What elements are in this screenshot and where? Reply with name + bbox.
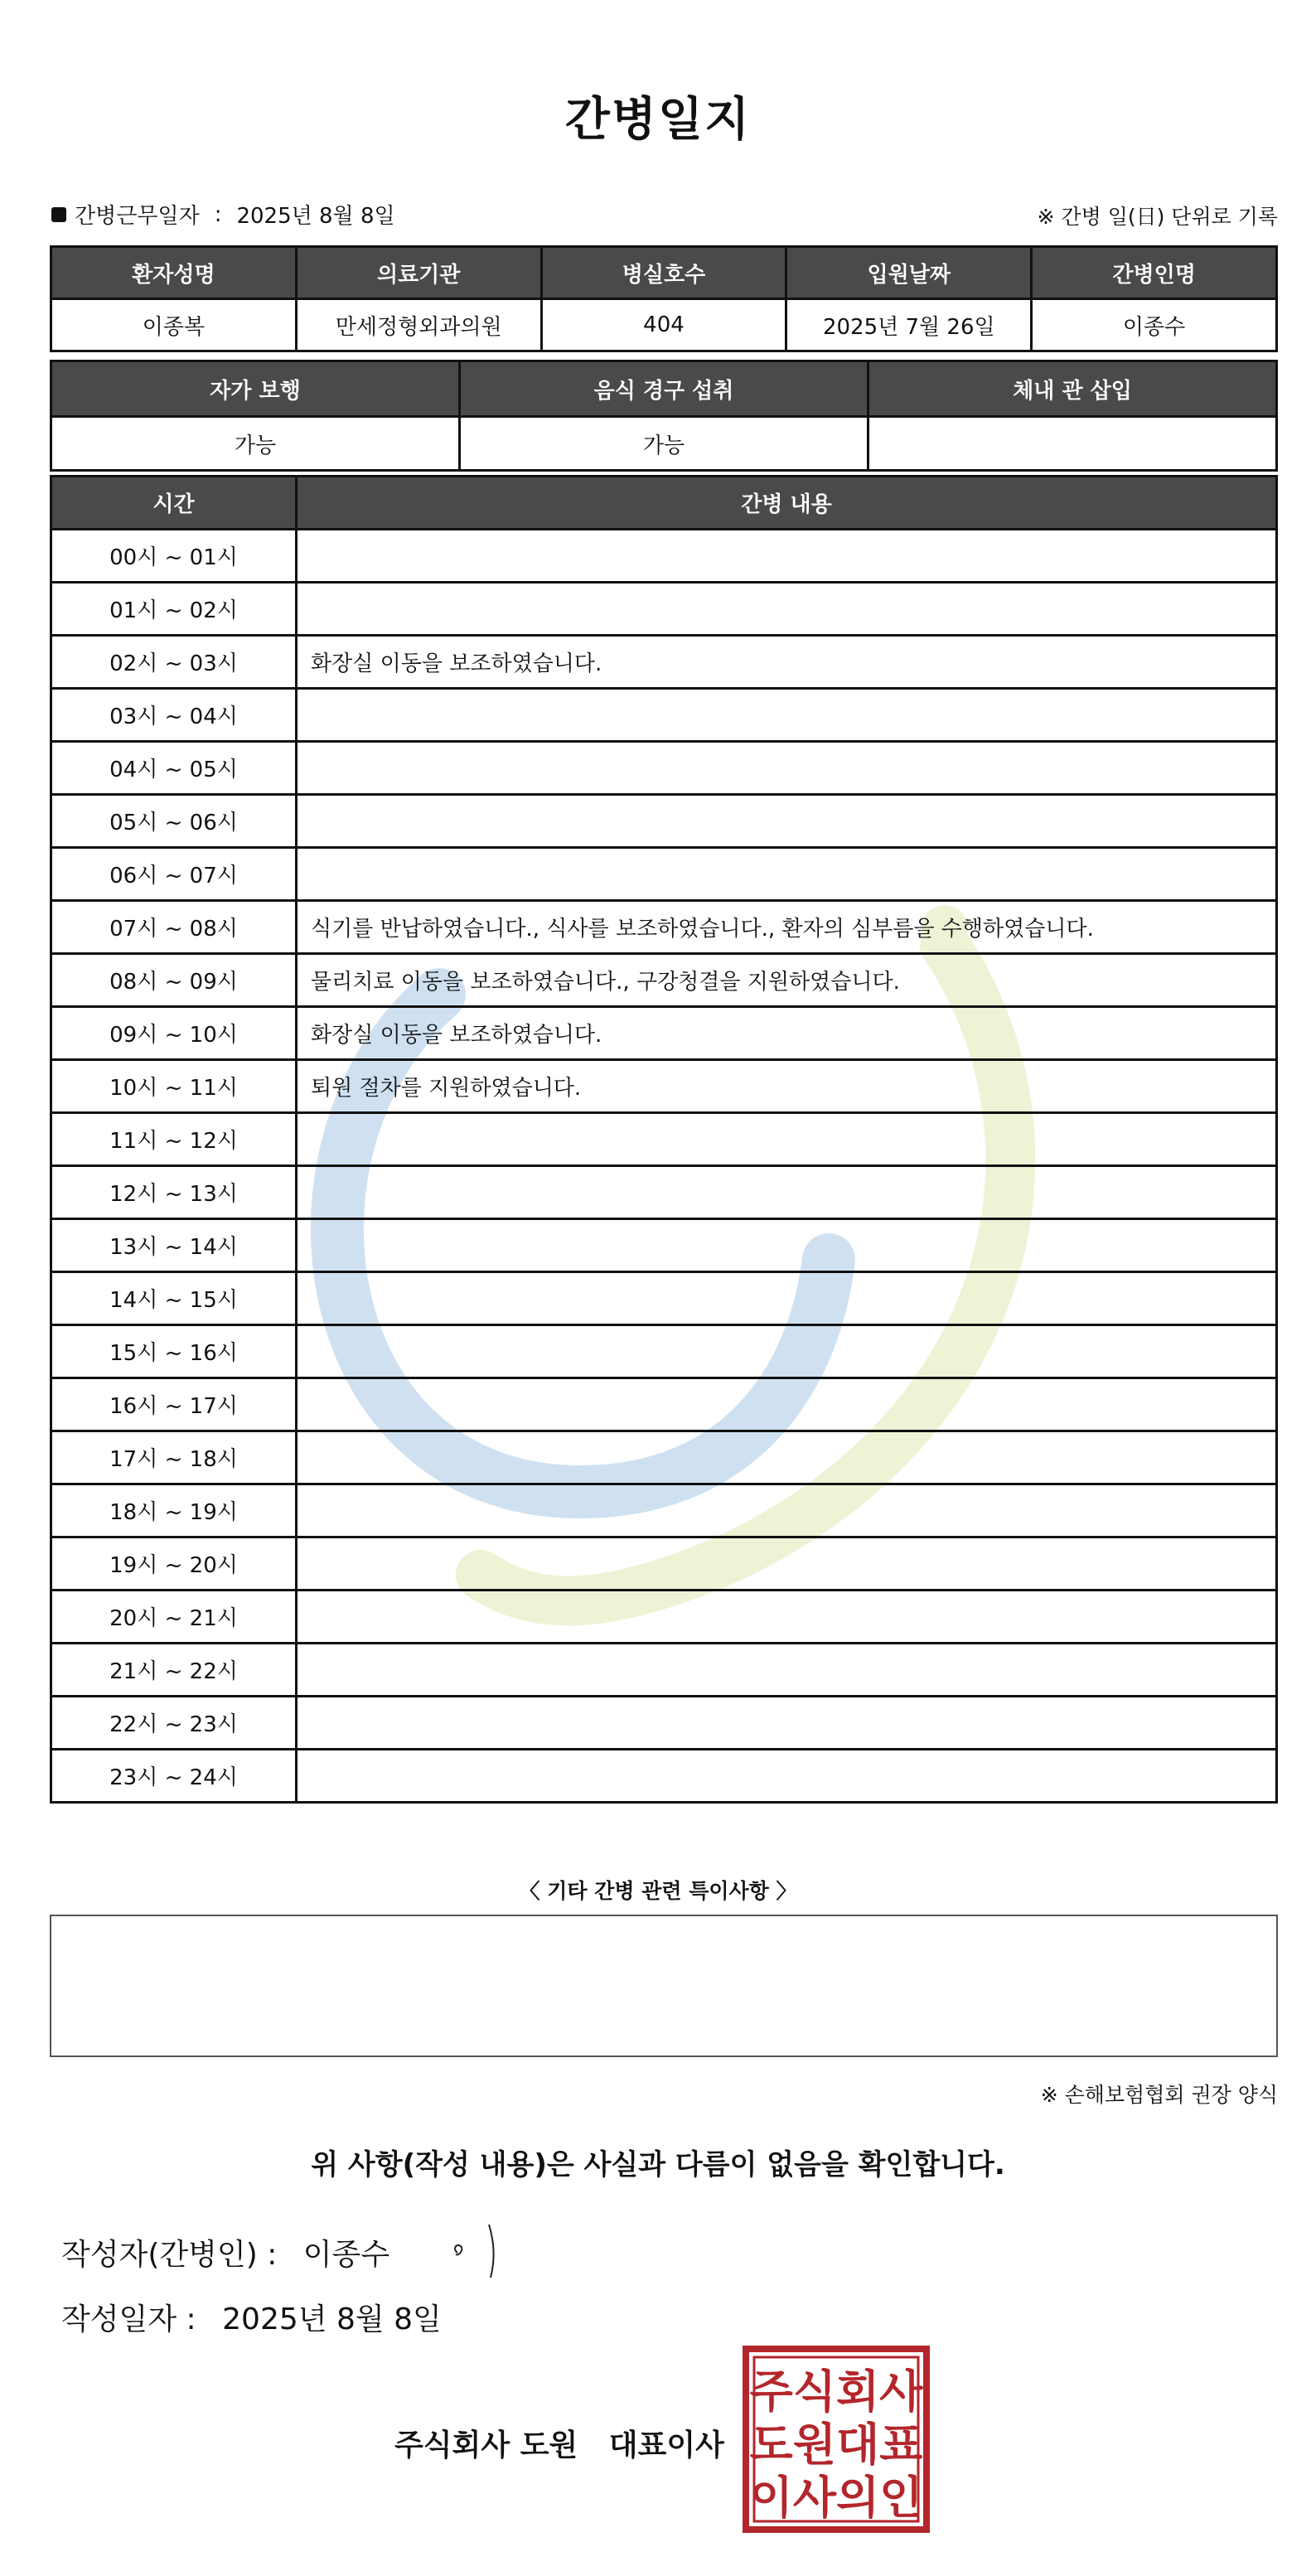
patient-info-table (50, 245, 1278, 352)
header-hospital: 의료기관 (296, 247, 541, 299)
care-content-cell (297, 1697, 1277, 1750)
form-note: ※ 손해보험협회 권장 양식 (1040, 2083, 1278, 2107)
patient-status-table (50, 360, 1278, 472)
time-cell: 23시 ~ 24시 (51, 1750, 297, 1803)
header-time: 시간 (51, 477, 297, 530)
care-content-cell (297, 1113, 1277, 1166)
table-header-row (51, 477, 1277, 530)
care-content-cell (297, 1219, 1277, 1272)
care-date-label: 간병근무일자 (75, 204, 200, 229)
table-header-row (51, 247, 1277, 299)
time-cell: 03시 ~ 04시 (51, 689, 297, 742)
header-care-content: 간병 내용 (297, 477, 1277, 530)
care-content-cell: 물리치료 이동을 보조하였습니다., 구강청결을 지원하였습니다. (297, 954, 1277, 1007)
unit-note: ※ 간병 일(日) 단위로 기록 (1037, 205, 1278, 229)
care-date-value: 2025년 8월 8일 (236, 204, 395, 229)
caregiver-name: 이종수 (1032, 299, 1277, 351)
confirmation-statement: 위 사항(작성 내용)은 사실과 다름이 없음을 확인합니다. (311, 2148, 1005, 2181)
time-cell: 04시 ~ 05시 (51, 742, 297, 795)
admission-date: 2025년 7월 26일 (786, 299, 1032, 351)
care-content-cell (297, 689, 1277, 742)
time-cell: 22시 ~ 23시 (51, 1697, 297, 1750)
header-admission-date: 입원날짜 (786, 247, 1032, 299)
room-number: 404 (541, 299, 786, 351)
time-cell: 21시 ~ 22시 (51, 1644, 297, 1697)
time-cell: 12시 ~ 13시 (51, 1166, 297, 1219)
notes-box (50, 1915, 1278, 2057)
company-signature: 주식회사 도원 대표이사 (394, 2428, 724, 2462)
header-caregiver-name: 간병인명 (1032, 247, 1277, 299)
care-content-cell (297, 1325, 1277, 1378)
company-seal (743, 2346, 930, 2533)
table-row (51, 901, 1277, 954)
writer-line (61, 2231, 389, 2273)
time-cell: 09시 ~ 10시 (51, 1007, 297, 1060)
table-row (51, 1060, 1277, 1113)
care-content-cell: 화장실 이동을 보조하였습니다. (297, 636, 1277, 689)
care-content-cell (297, 1431, 1277, 1484)
table-row (51, 1697, 1277, 1750)
svg-text:도원대표: 도원대표 (749, 2419, 923, 2471)
time-cell: 00시 ~ 01시 (51, 530, 297, 583)
header-oral-intake: 음식 경구 섭취 (460, 361, 868, 417)
time-cell: 20시 ~ 21시 (51, 1591, 297, 1644)
time-cell: 01시 ~ 02시 (51, 583, 297, 636)
notes-title: 〈 기타 간병 관련 특이사항 〉 (519, 1879, 797, 1903)
care-content-cell (297, 583, 1277, 636)
time-cell: 08시 ~ 09시 (51, 954, 297, 1007)
table-row (51, 795, 1277, 848)
table-row (51, 1378, 1277, 1431)
writer-name: 이종수 (302, 2238, 390, 2272)
care-content-cell (297, 1644, 1277, 1697)
table-row (51, 299, 1277, 351)
table-row (51, 1431, 1277, 1484)
care-date (51, 199, 395, 230)
time-cell: 18시 ~ 19시 (51, 1484, 297, 1537)
header-tube-insertion: 체내 관 삽입 (868, 361, 1277, 417)
signature (448, 2216, 506, 2283)
table-row (51, 1166, 1277, 1219)
patient-name: 이종복 (51, 299, 297, 351)
care-content-cell: 화장실 이동을 보조하였습니다. (297, 1007, 1277, 1060)
table-row (51, 583, 1277, 636)
table-row (51, 954, 1277, 1007)
header-self-walking: 자가 보행 (51, 361, 460, 417)
time-cell: 15시 ~ 16시 (51, 1325, 297, 1378)
write-date-label: 작성일자 : (61, 2302, 196, 2336)
care-content-cell (297, 795, 1277, 848)
self-walking-value: 가능 (51, 417, 460, 471)
table-row (51, 417, 1277, 471)
time-cell: 07시 ~ 08시 (51, 901, 297, 954)
table-row (51, 1325, 1277, 1378)
time-cell: 19시 ~ 20시 (51, 1537, 297, 1591)
care-content-cell (297, 1591, 1277, 1644)
table-row (51, 530, 1277, 583)
care-content-cell (297, 742, 1277, 795)
table-row (51, 1644, 1277, 1697)
care-content-cell (297, 1378, 1277, 1431)
write-date-value: 2025년 8월 8일 (222, 2302, 442, 2336)
care-content-cell (297, 530, 1277, 583)
time-cell: 14시 ~ 15시 (51, 1272, 297, 1325)
time-cell: 16시 ~ 17시 (51, 1378, 297, 1431)
care-content-cell (297, 848, 1277, 901)
time-cell: 10시 ~ 11시 (51, 1060, 297, 1113)
header-room-number: 병실호수 (541, 247, 786, 299)
table-header-row (51, 361, 1277, 417)
care-content-cell: 식기를 반납하였습니다., 식사를 보조하였습니다., 환자의 심부름을 수행하였습니다. (297, 901, 1277, 954)
time-cell: 11시 ~ 12시 (51, 1113, 297, 1166)
table-row (51, 1537, 1277, 1591)
header-patient-name: 환자성명 (51, 247, 297, 299)
table-row (51, 1484, 1277, 1537)
tube-insertion-value (868, 417, 1277, 471)
time-cell: 13시 ~ 14시 (51, 1219, 297, 1272)
table-row (51, 636, 1277, 689)
table-row (51, 1007, 1277, 1060)
care-date-separator: : (214, 201, 222, 227)
time-cell: 17시 ~ 18시 (51, 1431, 297, 1484)
table-row (51, 1591, 1277, 1644)
table-row (51, 848, 1277, 901)
table-row (51, 1219, 1277, 1272)
write-date-line (61, 2296, 442, 2338)
time-cell: 02시 ~ 03시 (51, 636, 297, 689)
page-title: 간병일지 (564, 93, 752, 147)
oral-intake-value: 가능 (460, 417, 868, 471)
care-content-cell (297, 1166, 1277, 1219)
table-row (51, 1750, 1277, 1803)
table-row (51, 1113, 1277, 1166)
hospital: 만세정형외과의원 (296, 299, 541, 351)
care-content-cell (297, 1750, 1277, 1803)
table-row (51, 742, 1277, 795)
writer-label: 작성자(간병인) : (61, 2238, 278, 2272)
time-cell: 06시 ~ 07시 (51, 848, 297, 901)
bullet-icon (51, 207, 66, 222)
svg-text:주식회사: 주식회사 (749, 2365, 923, 2418)
care-content-cell: 퇴원 절차를 지원하였습니다. (297, 1060, 1277, 1113)
table-row (51, 689, 1277, 742)
table-row (51, 1272, 1277, 1325)
care-content-cell (297, 1272, 1277, 1325)
care-content-cell (297, 1484, 1277, 1537)
svg-text:이사의인: 이사의인 (749, 2472, 923, 2524)
care-content-cell (297, 1537, 1277, 1591)
care-log-table (50, 475, 1278, 1804)
time-cell: 05시 ~ 06시 (51, 795, 297, 848)
